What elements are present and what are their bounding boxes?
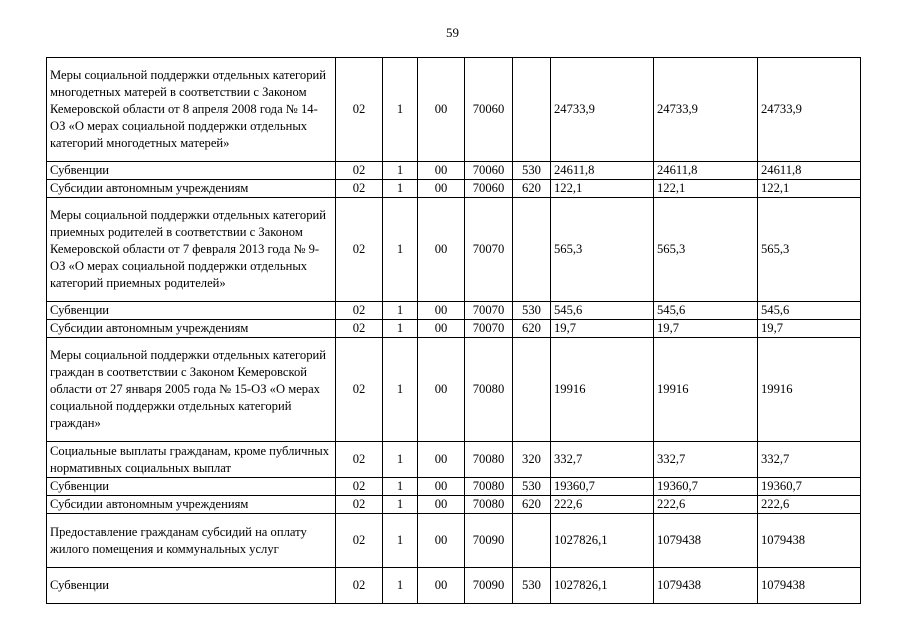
code-subprogram: 00 [418, 320, 465, 338]
code-subprogram: 00 [418, 514, 465, 568]
code-section: 02 [336, 338, 383, 442]
page-number: 59 [446, 25, 459, 40]
code-expense-type [513, 338, 551, 442]
code-expense-type: 530 [513, 478, 551, 496]
code-subprogram: 00 [418, 496, 465, 514]
amount-year-1: 545,6 [551, 302, 654, 320]
code-subprogram: 00 [418, 58, 465, 162]
amount-year-3: 19,7 [758, 320, 861, 338]
code-expense-type: 620 [513, 496, 551, 514]
table-row [47, 198, 861, 302]
code-direction: 70070 [465, 198, 513, 302]
code-subprogram: 00 [418, 180, 465, 198]
code-expense-type: 530 [513, 162, 551, 180]
code-expense-type [513, 514, 551, 568]
table-row [47, 442, 861, 478]
code-program: 1 [383, 320, 418, 338]
amount-year-3: 19916 [758, 338, 861, 442]
table-row [47, 162, 861, 180]
code-section: 02 [336, 496, 383, 514]
row-name: Субвенции [47, 568, 336, 604]
amount-year-2: 545,6 [654, 302, 758, 320]
amount-year-3: 122,1 [758, 180, 861, 198]
row-name: Меры социальной поддержки отдельных категорий граждан в соответствии с Законом Кемеровской области от 27 января 2005 года № 15-ОЗ «О мерах социальной поддержки отдельных категорий граждан» [47, 338, 336, 442]
code-program: 1 [383, 198, 418, 302]
table-row [47, 320, 861, 338]
code-expense-type: 530 [513, 568, 551, 604]
amount-year-1: 1027826,1 [551, 514, 654, 568]
code-subprogram: 00 [418, 302, 465, 320]
code-program: 1 [383, 162, 418, 180]
code-section: 02 [336, 568, 383, 604]
table-row [47, 514, 861, 568]
code-section: 02 [336, 180, 383, 198]
code-direction: 70090 [465, 568, 513, 604]
budget-table [46, 57, 861, 604]
amount-year-2: 19,7 [654, 320, 758, 338]
row-name: Меры социальной поддержки отдельных категорий приемных родителей в соответствии с Законом Кемеровской области от 7 февраля 2013 года № 9-ОЗ «О мерах социальной поддержки отдельных категорий приемных родителей» [47, 198, 336, 302]
code-expense-type [513, 198, 551, 302]
amount-year-1: 222,6 [551, 496, 654, 514]
amount-year-2: 565,3 [654, 198, 758, 302]
code-subprogram: 00 [418, 338, 465, 442]
code-expense-type: 620 [513, 320, 551, 338]
code-expense-type: 620 [513, 180, 551, 198]
table-row [47, 568, 861, 604]
code-direction: 70080 [465, 496, 513, 514]
code-direction: 70090 [465, 514, 513, 568]
code-direction: 70080 [465, 442, 513, 478]
amount-year-3: 1079438 [758, 514, 861, 568]
code-section: 02 [336, 320, 383, 338]
code-program: 1 [383, 302, 418, 320]
code-expense-type: 530 [513, 302, 551, 320]
amount-year-2: 24733,9 [654, 58, 758, 162]
code-direction: 70070 [465, 320, 513, 338]
code-section: 02 [336, 58, 383, 162]
table-row [47, 478, 861, 496]
row-name: Субвенции [47, 302, 336, 320]
row-name: Субвенции [47, 162, 336, 180]
code-section: 02 [336, 162, 383, 180]
amount-year-1: 19,7 [551, 320, 654, 338]
amount-year-2: 19916 [654, 338, 758, 442]
code-section: 02 [336, 302, 383, 320]
code-section: 02 [336, 514, 383, 568]
amount-year-1: 565,3 [551, 198, 654, 302]
code-subprogram: 00 [418, 478, 465, 496]
amount-year-3: 545,6 [758, 302, 861, 320]
amount-year-1: 332,7 [551, 442, 654, 478]
code-direction: 70060 [465, 180, 513, 198]
code-section: 02 [336, 198, 383, 302]
code-program: 1 [383, 180, 418, 198]
code-program: 1 [383, 514, 418, 568]
amount-year-3: 19360,7 [758, 478, 861, 496]
table-row [47, 58, 861, 162]
code-expense-type: 320 [513, 442, 551, 478]
code-direction: 70080 [465, 338, 513, 442]
code-subprogram: 00 [418, 198, 465, 302]
row-name: Меры социальной поддержки отдельных категорий многодетных матерей в соответствии с Законом Кемеровской области от 8 апреля 2008 года № 14-ОЗ «О мерах социальной поддержки отдельных категорий многодетных матерей» [47, 58, 336, 162]
code-program: 1 [383, 442, 418, 478]
table-row [47, 302, 861, 320]
code-subprogram: 00 [418, 162, 465, 180]
amount-year-2: 332,7 [654, 442, 758, 478]
amount-year-1: 19916 [551, 338, 654, 442]
amount-year-1: 19360,7 [551, 478, 654, 496]
amount-year-1: 24733,9 [551, 58, 654, 162]
code-direction: 70070 [465, 302, 513, 320]
row-name: Субсидии автономным учреждениям [47, 180, 336, 198]
table-row [47, 338, 861, 442]
code-direction: 70060 [465, 162, 513, 180]
row-name: Предоставление гражданам субсидий на оплату жилого помещения и коммунальных услуг [47, 514, 336, 568]
table-row [47, 496, 861, 514]
code-program: 1 [383, 478, 418, 496]
code-direction: 70060 [465, 58, 513, 162]
amount-year-1: 1027826,1 [551, 568, 654, 604]
code-program: 1 [383, 58, 418, 162]
code-program: 1 [383, 568, 418, 604]
amount-year-2: 1079438 [654, 514, 758, 568]
amount-year-1: 122,1 [551, 180, 654, 198]
amount-year-3: 222,6 [758, 496, 861, 514]
amount-year-3: 1079438 [758, 568, 861, 604]
amount-year-2: 24611,8 [654, 162, 758, 180]
code-subprogram: 00 [418, 568, 465, 604]
row-name: Субсидии автономным учреждениям [47, 496, 336, 514]
table-row [47, 180, 861, 198]
code-direction: 70080 [465, 478, 513, 496]
amount-year-2: 19360,7 [654, 478, 758, 496]
amount-year-3: 24611,8 [758, 162, 861, 180]
amount-year-3: 24733,9 [758, 58, 861, 162]
amount-year-1: 24611,8 [551, 162, 654, 180]
amount-year-2: 1079438 [654, 568, 758, 604]
row-name: Субсидии автономным учреждениям [47, 320, 336, 338]
code-program: 1 [383, 496, 418, 514]
code-expense-type [513, 58, 551, 162]
amount-year-2: 222,6 [654, 496, 758, 514]
row-name: Субвенции [47, 478, 336, 496]
amount-year-3: 332,7 [758, 442, 861, 478]
amount-year-2: 122,1 [654, 180, 758, 198]
row-name: Социальные выплаты гражданам, кроме публичных нормативных социальных выплат [47, 442, 336, 478]
code-program: 1 [383, 338, 418, 442]
code-section: 02 [336, 478, 383, 496]
amount-year-3: 565,3 [758, 198, 861, 302]
code-section: 02 [336, 442, 383, 478]
code-subprogram: 00 [418, 442, 465, 478]
